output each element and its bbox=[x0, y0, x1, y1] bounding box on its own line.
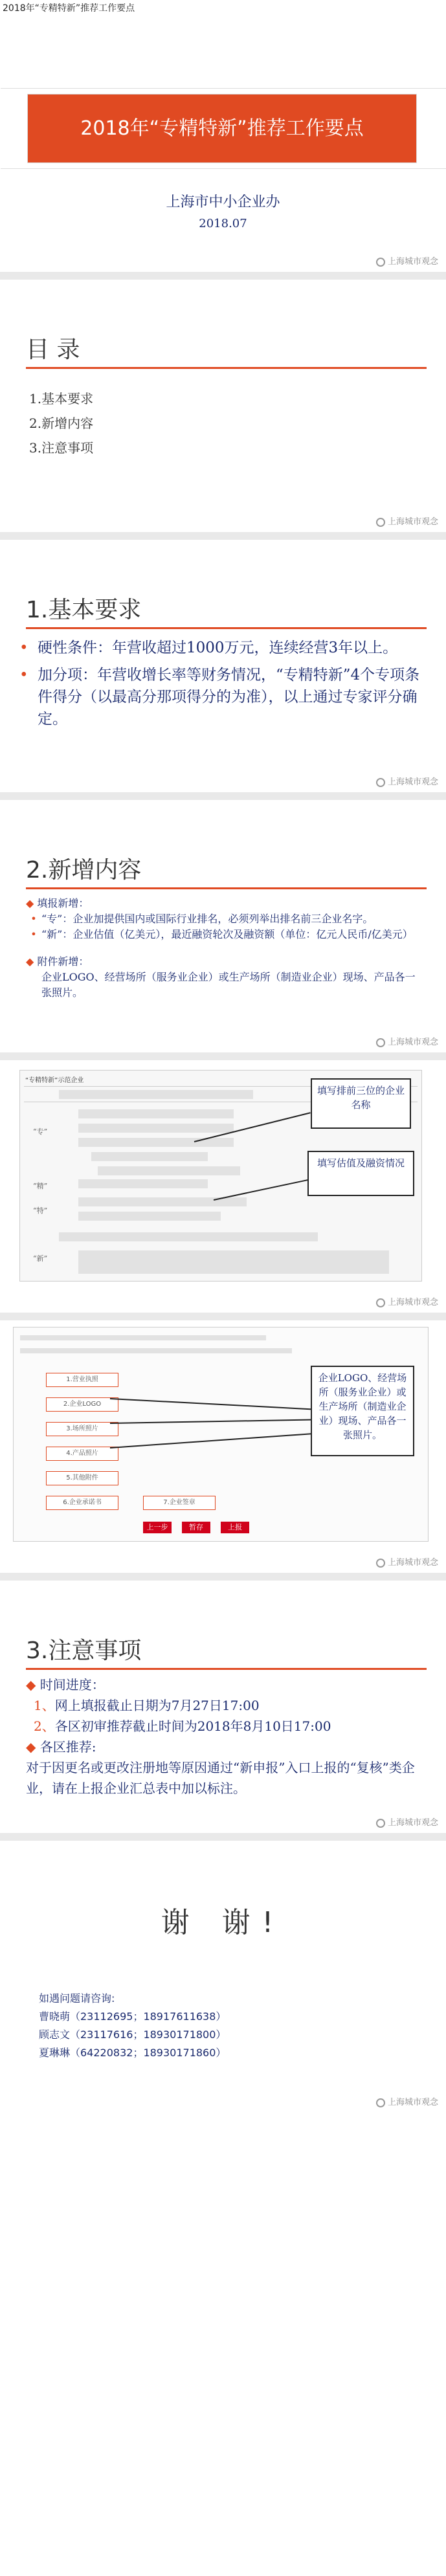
new-content-list bbox=[26, 896, 421, 1001]
section-title: 3.注意事项 bbox=[26, 1638, 142, 1664]
step-box: 5.其他附件 bbox=[46, 1471, 118, 1485]
diamond-icon: ◆ bbox=[26, 1677, 36, 1693]
notes-item: 网上填报截止日期为7月27日17:00 bbox=[54, 1698, 260, 1713]
separator bbox=[0, 792, 446, 800]
field-label: “特” bbox=[33, 1206, 48, 1215]
watermark: 上海城市观念 bbox=[376, 515, 438, 527]
bullet-text: 硬性条件：年营收超过1000万元，连续经营3年以上。 bbox=[38, 639, 398, 656]
watermark-icon bbox=[376, 1559, 385, 1568]
separator bbox=[0, 1052, 446, 1060]
save-button[interactable]: 暂存 bbox=[182, 1522, 210, 1533]
step-box: 7.企业签章 bbox=[143, 1496, 216, 1510]
title-underline bbox=[26, 887, 427, 889]
slide-toc bbox=[0, 280, 446, 532]
section-title: 2.新增内容 bbox=[26, 857, 142, 883]
section-title: 1.基本要求 bbox=[26, 597, 142, 623]
field-label: “精” bbox=[33, 1182, 48, 1190]
watermark-icon bbox=[376, 1038, 385, 1047]
separator bbox=[0, 532, 446, 540]
cover-org: 上海市中小企业办 bbox=[166, 194, 280, 210]
step-box: 6.企业承诺书 bbox=[46, 1496, 118, 1510]
step-box: 3.场所照片 bbox=[46, 1422, 118, 1436]
watermark-icon bbox=[376, 2098, 385, 2107]
form-field bbox=[59, 1232, 318, 1241]
slide-thanks bbox=[0, 1841, 446, 2113]
thanks-text: 谢 谢! bbox=[161, 1906, 285, 1939]
form-field bbox=[78, 1212, 221, 1221]
attach-new-item: 企业LOGO、经营场所（服务业企业）或生产场所（制造业企业）现场、产品各一张照片。 bbox=[41, 971, 416, 999]
form-field bbox=[78, 1179, 208, 1188]
toc-item: 3.注意事项 bbox=[29, 440, 94, 456]
step-box: 1.营业执照 bbox=[46, 1373, 118, 1387]
contact-list bbox=[39, 1990, 226, 2062]
notes-item: 各区初审推荐截止时间为2018年8月10日17:00 bbox=[54, 1718, 331, 1734]
watermark-icon bbox=[376, 518, 385, 527]
toc-item: 2.新增内容 bbox=[29, 416, 94, 431]
form-field bbox=[91, 1152, 208, 1161]
form-field bbox=[59, 1090, 253, 1099]
watermark-icon bbox=[376, 1298, 385, 1307]
step-box: 2.企业LOGO bbox=[46, 1397, 118, 1412]
bullet-icon: 1、 bbox=[34, 1698, 55, 1713]
cover-title: 2018年“专精特新”推荐工作要点 bbox=[80, 117, 364, 140]
form-field bbox=[78, 1124, 234, 1133]
diamond-icon: ◆ bbox=[26, 1739, 36, 1755]
notes-paragraph: 对于因更名或更改注册地等原因通过“新申报”入口上报的“复核”类企业，请在上报企业汇总表中加以标注。 bbox=[26, 1760, 415, 1796]
slide-form-screenshot bbox=[0, 1060, 446, 1313]
title-banner bbox=[27, 94, 417, 163]
separator bbox=[0, 1833, 446, 1841]
callout-valuation: 填写估值及融资情况 bbox=[307, 1151, 414, 1196]
prev-button[interactable]: 上一步 bbox=[143, 1522, 172, 1533]
bullet-text: 加分项：年营收增长率等财务情况，“专精特新”4个专项条件得分（以最高分那项得分的为准），以上通过专家评分确定。 bbox=[38, 667, 420, 727]
contact-head: 如遇问题请咨询: bbox=[39, 1992, 115, 2004]
form-field bbox=[20, 1335, 266, 1340]
watermark: 上海城市观念 bbox=[376, 1555, 438, 1568]
contact-item: 曹晓萌（23112695；18917611638） bbox=[39, 2010, 227, 2023]
diamond-icon: ◆ bbox=[26, 955, 34, 968]
slide-notes bbox=[0, 1581, 446, 1833]
bullet-icon: • bbox=[19, 667, 28, 683]
form-field bbox=[78, 1250, 389, 1274]
title-underline bbox=[26, 1668, 427, 1670]
contact-item: 夏琳琳（64220832；18930171860） bbox=[39, 2047, 227, 2059]
submit-button[interactable]: 上报 bbox=[221, 1522, 249, 1533]
bullet-icon: • bbox=[30, 928, 37, 940]
watermark-icon bbox=[376, 258, 385, 267]
bullet-icon: 2、 bbox=[34, 1718, 55, 1734]
page-title: 2018年“专精特新”推荐工作要点 bbox=[3, 3, 135, 14]
separator bbox=[0, 272, 446, 280]
field-label: “专” bbox=[33, 1127, 48, 1136]
form-field bbox=[78, 1109, 234, 1118]
watermark-icon bbox=[376, 778, 385, 787]
slide-cover bbox=[0, 19, 446, 272]
step-box: 4.产品照片 bbox=[46, 1447, 118, 1461]
toc-list bbox=[29, 386, 93, 460]
watermark-icon bbox=[376, 1819, 385, 1828]
watermark: 上海城市观念 bbox=[376, 775, 438, 787]
diamond-icon: ◆ bbox=[26, 897, 34, 909]
form-field bbox=[78, 1138, 234, 1147]
cover-date: 2018.07 bbox=[199, 217, 247, 230]
bullet-icon: • bbox=[19, 639, 28, 656]
attach-new-head: 附件新增： bbox=[37, 955, 89, 968]
form-field bbox=[20, 1348, 292, 1353]
form-field bbox=[98, 1166, 240, 1175]
watermark: 上海城市观念 bbox=[376, 1295, 438, 1307]
watermark: 上海城市观念 bbox=[376, 254, 438, 267]
fill-new-item: “专”：企业加提供国内或国际行业排名，必须列举出排名前三企业名字。 bbox=[41, 913, 374, 925]
slide-new-content bbox=[0, 800, 446, 1052]
notes-head: 各区推荐: bbox=[39, 1739, 96, 1755]
callout-attachments: 企业LOGO、经营场所（服务业企业）或生产场所（制造业企业）现场、产品各一张照片。 bbox=[311, 1366, 414, 1456]
title-underline bbox=[26, 627, 427, 629]
notes-head: 时间进度： bbox=[39, 1677, 105, 1693]
callout-rank: 填写排前三位的企业名称 bbox=[311, 1078, 411, 1129]
fill-new-item: “新”：企业估值（亿美元），最近融资轮次及融资额（单位：亿元人民币/亿美元） bbox=[41, 928, 413, 940]
notes-list bbox=[26, 1674, 427, 1799]
field-label: “新” bbox=[33, 1254, 48, 1263]
watermark: 上海城市观念 bbox=[376, 1815, 438, 1828]
separator bbox=[0, 1573, 446, 1581]
form-header: “专精特新”示范企业 bbox=[25, 1077, 84, 1084]
fill-new-head: 填报新增： bbox=[37, 897, 89, 909]
separator bbox=[0, 1313, 446, 1320]
watermark: 上海城市观念 bbox=[376, 2095, 438, 2107]
contact-item: 顾志文（23117616；18930171800） bbox=[39, 2028, 227, 2041]
slide-basic-requirements bbox=[0, 540, 446, 792]
watermark: 上海城市观念 bbox=[376, 1035, 438, 1047]
bullet-icon: • bbox=[30, 913, 37, 925]
toc-title: 目 录 bbox=[26, 337, 80, 363]
bullet-list bbox=[19, 637, 421, 730]
title-underline bbox=[26, 367, 427, 369]
toc-item: 1.基本要求 bbox=[29, 391, 94, 406]
slide-attachment-screenshot bbox=[0, 1320, 446, 1573]
